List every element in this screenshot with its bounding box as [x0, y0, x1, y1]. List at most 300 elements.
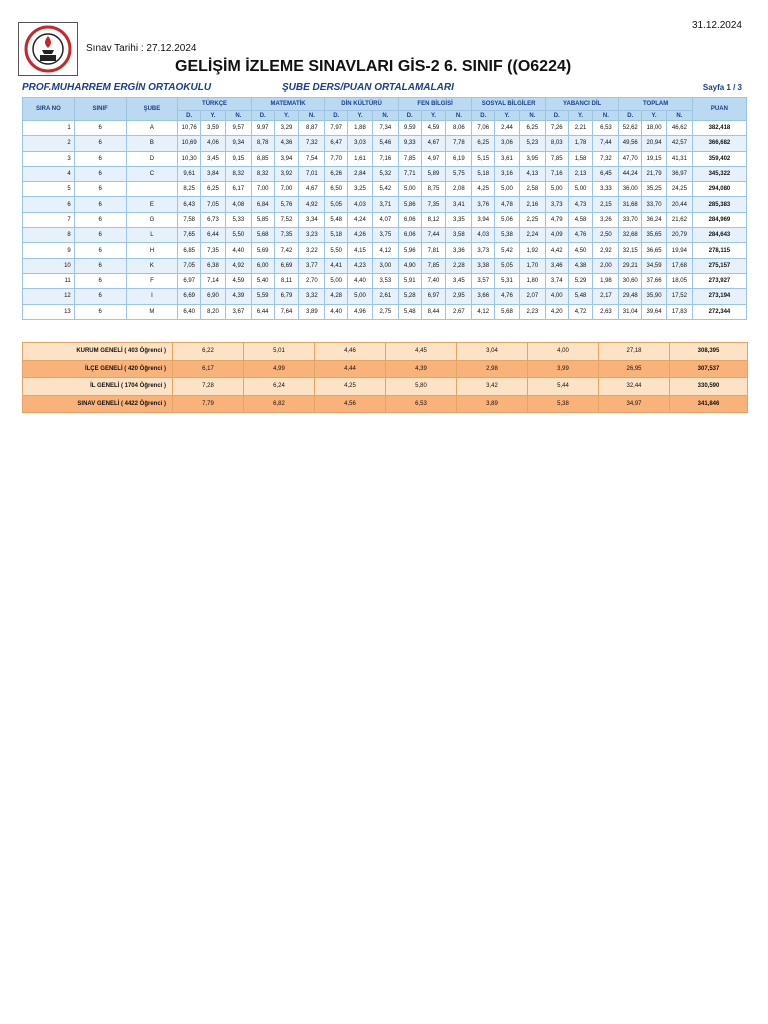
score-cell: 33,70 [619, 212, 642, 227]
score-cell: 4,40 [348, 273, 373, 288]
row-number: 6 [23, 197, 75, 212]
row-score: 278,115 [692, 243, 746, 258]
score-cell: 4,08 [225, 197, 251, 212]
score-cell: 5,96 [398, 243, 421, 258]
score-cell: 5,05 [325, 197, 348, 212]
score-cell: 8,03 [545, 136, 568, 151]
header-puan: PUAN [692, 98, 746, 121]
score-cell: 5,68 [495, 304, 520, 319]
score-cell: 36,24 [642, 212, 667, 227]
score-cell: 9,97 [251, 121, 274, 136]
score-cell: 4,03 [472, 228, 495, 243]
score-cell: 9,33 [398, 136, 421, 151]
score-cell: 7,05 [178, 258, 201, 273]
score-cell: 2,28 [446, 258, 472, 273]
row-score: 359,402 [692, 151, 746, 166]
score-cell: 4,23 [348, 258, 373, 273]
score-cell: 4,00 [545, 289, 568, 304]
score-cell: 36,97 [666, 166, 692, 181]
score-cell: 5,76 [274, 197, 299, 212]
score-cell: 7,44 [593, 136, 619, 151]
subheader-cell: D. [325, 111, 348, 121]
subheader-cell: N. [372, 111, 398, 121]
score-cell: 6,73 [201, 212, 226, 227]
score-cell: 8,75 [421, 182, 446, 197]
row-score: 366,682 [692, 136, 746, 151]
summary-value: 32,44 [599, 378, 670, 396]
table-row [23, 273, 747, 288]
score-cell: 8,85 [251, 151, 274, 166]
score-cell: 39,64 [642, 304, 667, 319]
score-cell: 7,32 [299, 136, 325, 151]
score-cell: 6,53 [593, 121, 619, 136]
row-number: 10 [23, 258, 75, 273]
score-cell: 2,63 [593, 304, 619, 319]
score-cell: 3,32 [299, 289, 325, 304]
score-cell: 3,46 [545, 258, 568, 273]
row-number: 7 [23, 212, 75, 227]
score-cell: 35,90 [642, 289, 667, 304]
score-cell: 7,00 [274, 182, 299, 197]
score-cell: 7,78 [446, 136, 472, 151]
score-cell: 4,13 [519, 166, 545, 181]
score-cell: 18,00 [642, 121, 667, 136]
subheader-cell: N. [666, 111, 692, 121]
score-cell: 6,50 [325, 182, 348, 197]
table-row [23, 228, 747, 243]
subheader-cell: D. [251, 111, 274, 121]
score-cell: 6,06 [398, 212, 421, 227]
subheader-cell: Y. [201, 111, 226, 121]
score-cell: 2,15 [593, 197, 619, 212]
row-number: 5 [23, 182, 75, 197]
score-cell: 7,44 [421, 228, 446, 243]
score-cell: 6,69 [178, 289, 201, 304]
score-cell: 41,31 [666, 151, 692, 166]
score-cell: 2,61 [372, 289, 398, 304]
score-cell: 20,44 [666, 197, 692, 212]
score-cell: 7,54 [299, 151, 325, 166]
summary-value: 5,80 [386, 378, 457, 396]
score-cell: 5,59 [251, 289, 274, 304]
score-cell: 5,50 [325, 243, 348, 258]
row-branch: G [126, 212, 178, 227]
score-cell: 6,19 [446, 151, 472, 166]
score-cell: 5,75 [446, 166, 472, 181]
score-cell: 8,44 [421, 304, 446, 319]
score-cell: 7,35 [421, 197, 446, 212]
branch-results-table [22, 97, 747, 320]
score-cell: 6,84 [251, 197, 274, 212]
score-cell: 52,62 [619, 121, 642, 136]
score-cell: 6,85 [178, 243, 201, 258]
score-cell: 2,44 [495, 121, 520, 136]
score-cell: 8,87 [299, 121, 325, 136]
score-cell: 7,71 [398, 166, 421, 181]
score-cell: 3,66 [472, 289, 495, 304]
score-cell: 4,26 [348, 228, 373, 243]
score-cell: 5,00 [545, 182, 568, 197]
score-cell: 2,50 [593, 228, 619, 243]
table-row [23, 197, 747, 212]
page-indicator: Sayfa 1 / 3 [702, 83, 742, 92]
score-cell: 3,84 [201, 166, 226, 181]
score-cell: 10,30 [178, 151, 201, 166]
summary-row [23, 378, 748, 396]
summary-value: 6,53 [386, 395, 457, 413]
score-cell: 37,66 [642, 273, 667, 288]
score-cell: 9,15 [225, 151, 251, 166]
row-score: 273,194 [692, 289, 746, 304]
header-matematik: MATEMATİK [251, 98, 325, 111]
row-class: 6 [74, 289, 126, 304]
score-cell: 1,80 [519, 273, 545, 288]
score-cell: 49,56 [619, 136, 642, 151]
score-cell: 3,45 [446, 273, 472, 288]
summary-value: 7,79 [173, 395, 244, 413]
score-cell: 44,24 [619, 166, 642, 181]
score-cell: 7,85 [421, 258, 446, 273]
score-cell: 4,20 [545, 304, 568, 319]
score-cell: 4,67 [421, 136, 446, 151]
header-toplam: TOPLAM [619, 98, 693, 111]
score-cell: 42,57 [666, 136, 692, 151]
score-cell: 1,98 [593, 273, 619, 288]
score-cell: 2,24 [519, 228, 545, 243]
table-row [23, 289, 747, 304]
score-cell: 3,16 [495, 166, 520, 181]
summary-value: 6,17 [173, 360, 244, 378]
summary-value: 4,00 [528, 343, 599, 361]
score-cell: 3,53 [372, 273, 398, 288]
summary-row [23, 343, 748, 361]
school-name: PROF.MUHARREM ERGİN ORTAOKULU [22, 82, 212, 93]
score-cell: 3,34 [299, 212, 325, 227]
score-cell: 7,40 [421, 273, 446, 288]
score-cell: 5,00 [325, 273, 348, 288]
header-sinif: SINIF [74, 98, 126, 121]
row-class: 6 [74, 197, 126, 212]
row-branch: L [126, 228, 178, 243]
score-cell: 2,21 [568, 121, 593, 136]
score-cell: 3,73 [472, 243, 495, 258]
summary-value: 26,95 [599, 360, 670, 378]
score-cell: 3,94 [472, 212, 495, 227]
row-class: 6 [74, 228, 126, 243]
summary-value: 4,45 [386, 343, 457, 361]
score-cell: 8,78 [251, 136, 274, 151]
score-cell: 5,00 [348, 289, 373, 304]
score-cell: 17,83 [666, 304, 692, 319]
row-branch: F [126, 273, 178, 288]
score-cell: 2,17 [593, 289, 619, 304]
score-cell: 4,12 [472, 304, 495, 319]
score-cell: 4,15 [348, 243, 373, 258]
row-class: 6 [74, 166, 126, 181]
score-cell: 6,45 [593, 166, 619, 181]
score-cell: 3,67 [225, 304, 251, 319]
score-cell: 3,03 [348, 136, 373, 151]
row-number: 8 [23, 228, 75, 243]
summary-value: 34,97 [599, 395, 670, 413]
summary-value: 3,99 [528, 360, 599, 378]
row-class: 6 [74, 273, 126, 288]
row-score: 273,927 [692, 273, 746, 288]
score-cell: 5,68 [251, 228, 274, 243]
row-number: 12 [23, 289, 75, 304]
general-averages-table [22, 342, 748, 413]
score-cell: 6,43 [178, 197, 201, 212]
score-cell: 1,78 [568, 136, 593, 151]
score-cell: 5,46 [372, 136, 398, 151]
summary-value: 6,82 [244, 395, 315, 413]
subheader-cell: N. [299, 111, 325, 121]
score-cell: 3,33 [593, 182, 619, 197]
row-class: 6 [74, 212, 126, 227]
score-cell: 4,90 [398, 258, 421, 273]
subheader-cell: Y. [495, 111, 520, 121]
row-class: 6 [74, 151, 126, 166]
subheader-cell: D. [545, 111, 568, 121]
row-branch: I [126, 289, 178, 304]
row-score: 345,322 [692, 166, 746, 181]
row-class: 6 [74, 121, 126, 136]
score-cell: 33,70 [642, 197, 667, 212]
score-cell: 8,32 [225, 166, 251, 181]
score-cell: 5,31 [495, 273, 520, 288]
score-cell: 30,60 [619, 273, 642, 288]
exam-date: Sınav Tarihi : 27.12.2024 [86, 43, 197, 54]
summary-value: 7,28 [173, 378, 244, 396]
score-cell: 3,06 [495, 136, 520, 151]
score-cell: 3,25 [348, 182, 373, 197]
score-cell: 5,89 [421, 166, 446, 181]
score-cell: 4,12 [372, 243, 398, 258]
score-cell: 10,76 [178, 121, 201, 136]
score-cell: 5,38 [495, 228, 520, 243]
score-cell: 7,85 [398, 151, 421, 166]
score-cell: 9,34 [225, 136, 251, 151]
header-turkce: TÜRKÇE [178, 98, 252, 111]
score-cell: 3,92 [274, 166, 299, 181]
score-cell: 3,29 [274, 121, 299, 136]
summary-label: KURUM GENELİ ( 403 Öğrenci ) [23, 343, 173, 361]
summary-value: 2,98 [457, 360, 528, 378]
report-date: 31.12.2024 [691, 20, 742, 31]
score-cell: 5,86 [398, 197, 421, 212]
summary-label: İLÇE GENELİ ( 420 Öğrenci ) [23, 360, 173, 378]
score-cell: 21,62 [666, 212, 692, 227]
score-cell: 6,25 [201, 182, 226, 197]
row-class: 6 [74, 258, 126, 273]
row-class: 6 [74, 243, 126, 258]
header-sosyal-bilgiler: SOSYAL BİLGİLER [472, 98, 546, 111]
score-cell: 46,62 [666, 121, 692, 136]
score-cell: 3,41 [446, 197, 472, 212]
score-cell: 6,38 [201, 258, 226, 273]
score-cell: 4,96 [348, 304, 373, 319]
header-din-kulturu: DİN KÜLTÜRÜ [325, 98, 399, 111]
score-cell: 5,15 [472, 151, 495, 166]
score-cell: 4,92 [225, 258, 251, 273]
summary-value: 27,18 [599, 343, 670, 361]
header-sube: ŞUBE [126, 98, 178, 121]
score-cell: 2,75 [372, 304, 398, 319]
score-cell: 9,61 [178, 166, 201, 181]
score-cell: 1,70 [519, 258, 545, 273]
summary-value: 3,89 [457, 395, 528, 413]
table-row [23, 182, 747, 197]
row-score: 294,080 [692, 182, 746, 197]
score-cell: 5,85 [251, 212, 274, 227]
score-cell: 3,26 [593, 212, 619, 227]
score-cell: 2,13 [568, 166, 593, 181]
score-cell: 4,28 [325, 289, 348, 304]
score-cell: 7,58 [178, 212, 201, 227]
score-cell: 2,00 [593, 258, 619, 273]
score-cell: 1,88 [348, 121, 373, 136]
score-cell: 3,38 [472, 258, 495, 273]
score-cell: 4,78 [495, 197, 520, 212]
score-cell: 5,00 [398, 182, 421, 197]
score-cell: 4,97 [421, 151, 446, 166]
page-title: GELİŞİM İZLEME SINAVLARI GİS-2 6. SINIF ((O6224) [175, 58, 572, 75]
score-cell: 17,68 [666, 258, 692, 273]
score-cell: 5,23 [519, 136, 545, 151]
subheader-cell: Y. [568, 111, 593, 121]
summary-value: 5,38 [528, 395, 599, 413]
score-cell: 3,35 [446, 212, 472, 227]
subheader-cell: Y. [348, 111, 373, 121]
score-cell: 7,34 [372, 121, 398, 136]
table-row [23, 243, 747, 258]
score-cell: 4,41 [325, 258, 348, 273]
score-cell: 47,70 [619, 151, 642, 166]
score-cell: 8,25 [178, 182, 201, 197]
score-cell: 2,58 [519, 182, 545, 197]
score-cell: 8,06 [446, 121, 472, 136]
summary-label: İL GENELİ ( 1704 Öğrenci ) [23, 378, 173, 396]
summary-row [23, 395, 748, 413]
table-row [23, 304, 747, 319]
score-cell: 3,75 [372, 228, 398, 243]
score-cell: 4,59 [421, 121, 446, 136]
subheader-cell: N. [519, 111, 545, 121]
score-cell: 6,90 [201, 289, 226, 304]
row-class: 6 [74, 136, 126, 151]
score-cell: 7,26 [545, 121, 568, 136]
summary-value: 4,39 [386, 360, 457, 378]
score-cell: 8,12 [421, 212, 446, 227]
score-cell: 8,20 [201, 304, 226, 319]
score-cell: 5,42 [372, 182, 398, 197]
score-cell: 4,58 [568, 212, 593, 227]
summary-value: 4,56 [315, 395, 386, 413]
score-cell: 6,00 [251, 258, 274, 273]
score-cell: 5,32 [372, 166, 398, 181]
summary-score: 330,590 [670, 378, 748, 396]
score-cell: 21,79 [642, 166, 667, 181]
score-cell: 7,32 [593, 151, 619, 166]
score-cell: 2,23 [519, 304, 545, 319]
score-cell: 6,25 [519, 121, 545, 136]
score-cell: 4,42 [545, 243, 568, 258]
score-cell: 9,57 [225, 121, 251, 136]
score-cell: 3,89 [299, 304, 325, 319]
row-score: 285,383 [692, 197, 746, 212]
score-cell: 3,58 [446, 228, 472, 243]
score-cell: 20,79 [666, 228, 692, 243]
score-cell: 6,06 [398, 228, 421, 243]
table-row [23, 121, 747, 136]
score-cell: 7,64 [274, 304, 299, 319]
row-branch: K [126, 258, 178, 273]
row-number: 13 [23, 304, 75, 319]
score-cell: 17,52 [666, 289, 692, 304]
row-class: 6 [74, 182, 126, 197]
row-number: 9 [23, 243, 75, 258]
score-cell: 7,14 [201, 273, 226, 288]
header-sira-no: SIRA NO [23, 98, 75, 121]
score-cell: 35,65 [642, 228, 667, 243]
score-cell: 2,25 [519, 212, 545, 227]
score-cell: 4,50 [568, 243, 593, 258]
subheader-cell: Y. [274, 111, 299, 121]
score-cell: 4,67 [299, 182, 325, 197]
row-number: 3 [23, 151, 75, 166]
summary-score: 341,846 [670, 395, 748, 413]
score-cell: 3,23 [299, 228, 325, 243]
score-cell: 20,94 [642, 136, 667, 151]
score-cell: 7,06 [472, 121, 495, 136]
score-cell: 32,68 [619, 228, 642, 243]
subheader-cell: Y. [421, 111, 446, 121]
score-cell: 4,76 [568, 228, 593, 243]
subheader-cell: Y. [642, 111, 667, 121]
score-cell: 4,03 [348, 197, 373, 212]
score-cell: 1,92 [519, 243, 545, 258]
score-cell: 29,21 [619, 258, 642, 273]
score-cell: 6,47 [325, 136, 348, 151]
score-cell: 8,32 [251, 166, 274, 181]
score-cell: 4,24 [348, 212, 373, 227]
row-branch: D [126, 151, 178, 166]
score-cell: 7,01 [299, 166, 325, 181]
score-cell: 7,00 [251, 182, 274, 197]
score-cell: 7,05 [201, 197, 226, 212]
score-cell: 7,85 [545, 151, 568, 166]
row-branch: E [126, 197, 178, 212]
score-cell: 4,25 [472, 182, 495, 197]
score-cell: 4,39 [225, 289, 251, 304]
row-branch: H [126, 243, 178, 258]
score-cell: 6,97 [421, 289, 446, 304]
table-row [23, 166, 747, 181]
score-cell: 1,58 [568, 151, 593, 166]
row-score: 275,157 [692, 258, 746, 273]
score-cell: 9,59 [398, 121, 421, 136]
summary-value: 4,44 [315, 360, 386, 378]
summary-value: 6,24 [244, 378, 315, 396]
score-cell: 4,79 [545, 212, 568, 227]
summary-score: 308,395 [670, 343, 748, 361]
score-cell: 5,00 [568, 182, 593, 197]
score-cell: 19,94 [666, 243, 692, 258]
score-cell: 3,77 [299, 258, 325, 273]
score-cell: 5,40 [251, 273, 274, 288]
score-cell: 3,73 [545, 197, 568, 212]
score-cell: 7,70 [325, 151, 348, 166]
